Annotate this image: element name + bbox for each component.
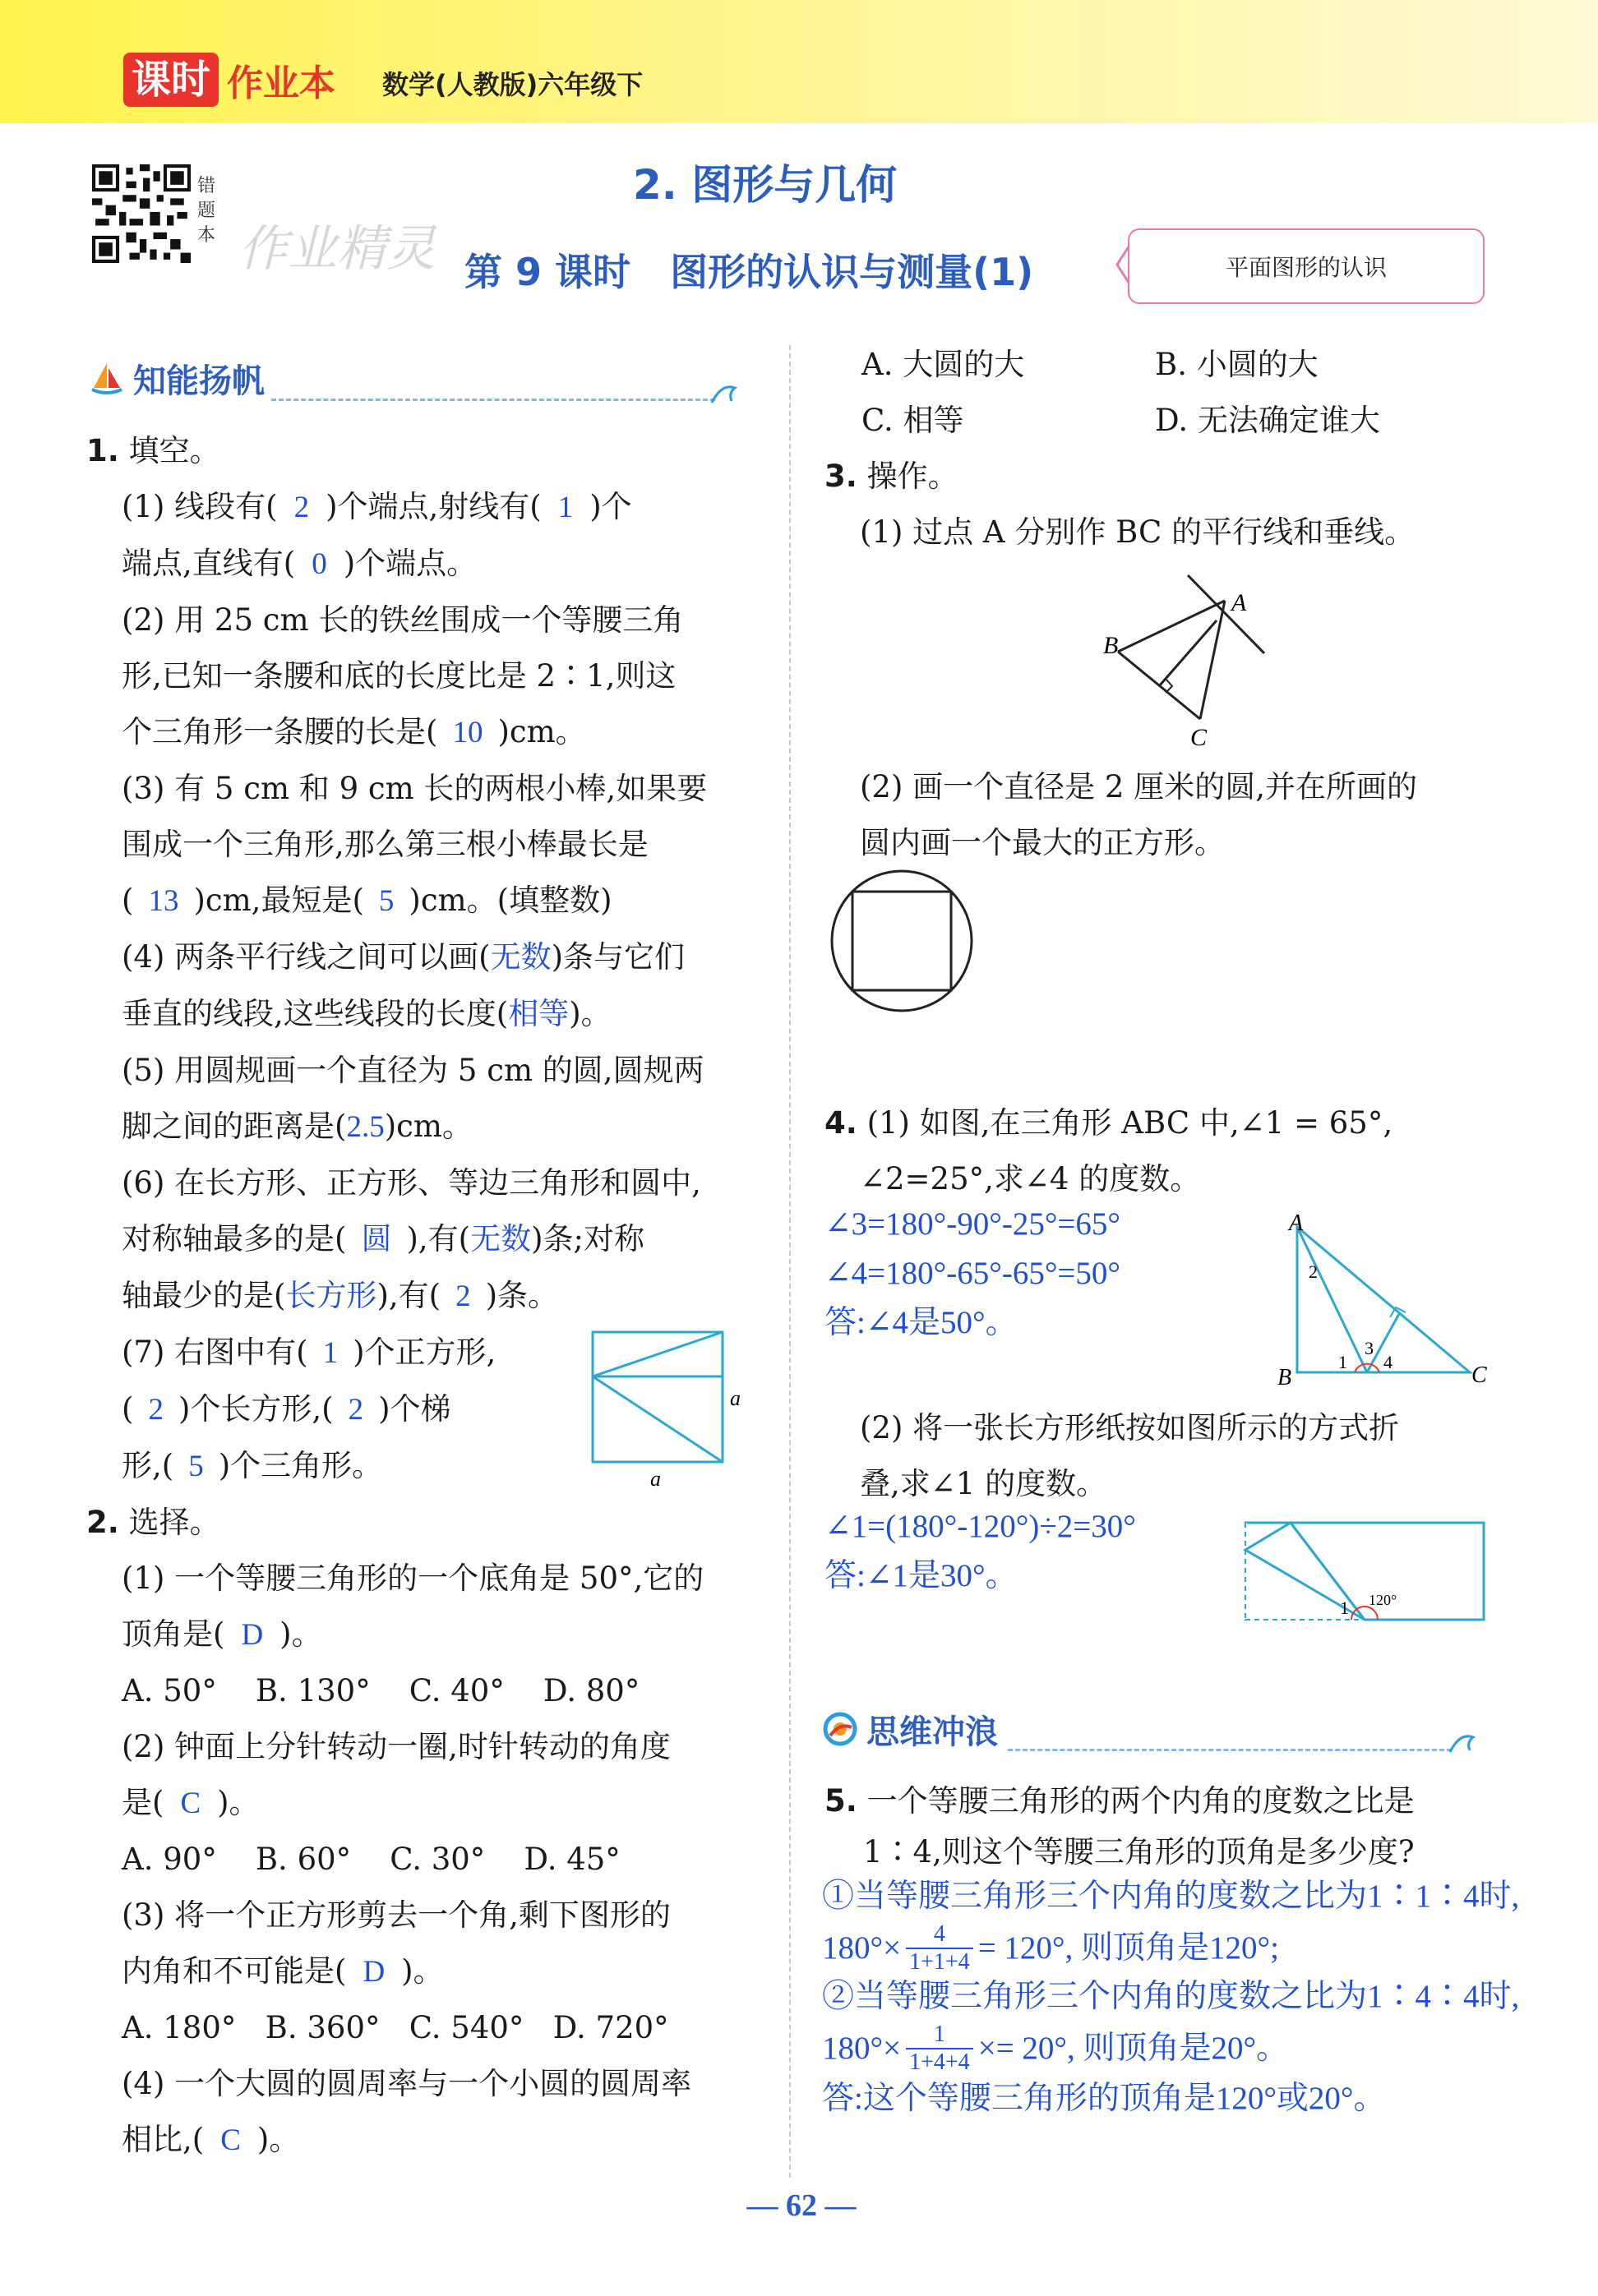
q1-line: (4) 两条平行线之间可以画(无数)条与它们: [122, 939, 686, 975]
q5-case2-line2: 180°× $\frac{1}{1+4+4}$ ×= 20°, 则顶角是20°。: [822, 2022, 1289, 2075]
q3-label-c: C: [1190, 724, 1208, 751]
q2-options: A. 90° B. 60° C. 30° D. 45°: [122, 1842, 621, 1877]
q4-angle-2: 2: [1309, 1261, 1318, 1282]
q2-body: [122, 1551, 704, 2169]
q1-line: ( 13 )cm,最短是( 5 )cm。(填整数): [122, 883, 612, 918]
q2-title-text: 选择。: [128, 1505, 220, 1540]
q4-part1-line1: 4. (1) 如图,在三角形 ABC 中,∠1 = 65°,: [824, 1105, 1393, 1141]
q2-number: 2.: [86, 1505, 119, 1540]
book-title: 数学(人教版)六年级下: [382, 69, 644, 100]
q2-4-option-a: A. 大圆的大: [861, 347, 1025, 382]
q3-part2-line1: (2) 画一个直径是 2 厘米的圆,并在所画的: [860, 769, 1417, 805]
q2-4-option-c: C. 相等: [861, 403, 964, 438]
q4-label-a: A: [1289, 1210, 1304, 1236]
q4-answer-line: ∠1=(180°-120°)÷2=30°: [824, 1509, 1136, 1544]
q1-line: 端点,直线有( 0 )个端点。: [122, 546, 478, 581]
q4-part1-line2: ∠2=25°,求∠4 的度数。: [860, 1161, 1201, 1196]
section-basic: 知能扬帆: [133, 362, 265, 400]
q4-label-b: B: [1277, 1365, 1292, 1390]
sail-icon: [89, 360, 125, 396]
q2-line: 相比,( C )。: [122, 2122, 300, 2157]
q3-part1: (1) 过点 A 分别作 BC 的平行线和垂线。: [860, 514, 1416, 550]
q1-line: 垂直的线段,这些线段的长度(相等)。: [122, 996, 612, 1031]
q3-part2-line2: 圆内画一个最大的正方形。: [860, 825, 1225, 860]
q4-answer-line: ∠3=180°-90°-25°=65°: [824, 1206, 1121, 1242]
q2-title: [86, 1495, 220, 1551]
q4-angle-1: 1: [1338, 1352, 1347, 1372]
chapter-title: 2. 图形与几何: [633, 161, 898, 209]
qr-code-icon[interactable]: [92, 164, 191, 263]
q1-line: (6) 在长方形、正方形、等边三角形和圆中,: [122, 1165, 701, 1201]
q1-title: [86, 423, 220, 479]
q4-angle-4: 4: [1383, 1352, 1392, 1372]
q1-line: ( 2 )个长方形,( 2 )个梯: [122, 1391, 451, 1427]
q4-part1-answer: [824, 1200, 1120, 1348]
q5-case2-line1: ②当等腰三角形三个内角的度数之比为1∶4∶4时,: [822, 1979, 1520, 2014]
q3-label-b: B: [1103, 632, 1119, 659]
q5-case1-line2: 180°× $\frac{4}{1+1+4}$ = 120°, 则顶角是120°;: [822, 1921, 1279, 1975]
q3-label-a: A: [1231, 589, 1247, 616]
q2-line: (1) 一个等腰三角形的一个底角是 50°,它的: [122, 1561, 704, 1596]
q4-label-c: C: [1471, 1362, 1487, 1388]
watermark: 作业精灵: [238, 220, 436, 278]
q2-line: 是( C )。: [122, 1785, 260, 1820]
q2-options: A. 50° B. 130° C. 40° D. 80°: [122, 1673, 640, 1708]
q5-number: 5.: [824, 1783, 857, 1819]
q2-4-option-d: D. 无法确定谁大: [1155, 403, 1380, 438]
q4-part2-answer: [824, 1502, 1136, 1601]
q1-line: (5) 用圆规画一个直径为 5 cm 的圆,圆规两: [122, 1053, 704, 1088]
q3-number: 3.: [824, 459, 857, 494]
q4-answer-line: 答:∠1是30°。: [824, 1558, 1018, 1593]
q5-case2-fraction: $\frac{1}{1+4+4}$: [906, 2022, 973, 2076]
logo-sub: 作业本: [227, 62, 336, 104]
q1-line: 形,已知一条腰和底的长度比是 2∶1,则这: [122, 658, 677, 694]
wave-icon: [710, 380, 743, 406]
q5-case1-fraction: $\frac{4}{1+1+4}$: [906, 1921, 973, 1976]
lesson-title: 第 9 课时 图形的认识与测量(1): [464, 250, 1034, 294]
q4-triangle-figure: [1272, 1212, 1494, 1389]
q3-triangle-figure: [1093, 571, 1282, 756]
logo-main: 课时: [123, 53, 219, 107]
q4-fold-label-1: 1: [1340, 1598, 1349, 1618]
surf-icon: [822, 1711, 858, 1747]
logo: [123, 51, 335, 108]
q2-line: (3) 将一个正方形剪去一个角,剩下图形的: [122, 1897, 671, 1933]
q4-part2-line1: (2) 将一张长方形纸按如图所示的方式折: [860, 1410, 1400, 1445]
section-advanced-line: [1008, 1749, 1452, 1751]
q2-line: 内角和不可能是( D )。: [122, 1953, 444, 1989]
q4-part2-line2: 叠,求∠1 的度数。: [860, 1466, 1107, 1501]
q1-figure-rectangle: [588, 1327, 752, 1491]
q2-line: (4) 一个大圆的圆周率与一个小圆的圆周率: [122, 2066, 692, 2101]
section-basic-line: [271, 399, 715, 401]
section-advanced: 思维冲浪: [866, 1713, 998, 1751]
topic-tag: 平面图形的认识: [1128, 228, 1485, 304]
q2-line: (2) 钟面上分针转动一圈,时针转动的角度: [122, 1729, 671, 1764]
q1-line: 个三角形一条腰的长是( 10 )cm。: [122, 714, 586, 749]
q1-title-text: 填空。: [128, 433, 220, 468]
q4-fold-figure: [1241, 1519, 1488, 1625]
q1-line: 脚之间的距离是(2.5)cm。: [122, 1109, 473, 1144]
q5-case1-line1: ①当等腰三角形三个内角的度数之比为1∶1∶4时,: [822, 1879, 1520, 1914]
q1-line: 轴最少的是(长方形),有( 2 )条。: [122, 1278, 559, 1313]
q1-figure-label-bottom: a: [650, 1467, 661, 1491]
q5-line1: 5. 一个等腰三角形的两个内角的度数之比是: [824, 1783, 1415, 1819]
q1-line: 形,( 5 )个三角形。: [122, 1448, 383, 1483]
q4-number: 4.: [824, 1105, 857, 1141]
q5-answer: 答:这个等腰三角形的顶角是120°或20°。: [822, 2081, 1386, 2116]
q1-line: (7) 右图中有( 1 )个正方形,: [122, 1335, 496, 1370]
q5-line2: 1∶4,则这个等腰三角形的顶角是多少度?: [863, 1834, 1415, 1870]
q2-line: 顶角是( D )。: [122, 1616, 322, 1652]
q4-answer-line: ∠4=180°-65°-65°=50°: [824, 1256, 1121, 1291]
q4-fold-label-angle: 120°: [1369, 1592, 1397, 1608]
q1-line: 围成一个三角形,那么第三根小棒最长是: [122, 827, 649, 862]
q3-circle-square-figure: [824, 863, 980, 1019]
qr-label: 错题本: [197, 176, 216, 246]
q2-options: A. 180° B. 360° C. 540° D. 720°: [122, 2010, 669, 2045]
q2-4-option-b: B. 小圆的大: [1155, 347, 1319, 382]
wave-icon: [1448, 1729, 1481, 1755]
q4-answer-line: 答:∠4是50°。: [824, 1305, 1018, 1340]
q1-line: (3) 有 5 cm 和 9 cm 长的两根小棒,如果要: [122, 771, 708, 806]
q1-line: (1) 线段有( 2 )个端点,射线有( 1 )个: [122, 489, 632, 524]
page-number: — 62 —: [746, 2188, 857, 2223]
q3-title: [824, 449, 958, 505]
q1-line: (2) 用 25 cm 长的铁丝围成一个等腰三角: [122, 602, 684, 638]
q1-number: 1.: [86, 433, 119, 468]
q1-figure-label-side: a: [730, 1386, 741, 1410]
column-divider: [789, 345, 791, 2178]
q4-angle-3: 3: [1365, 1338, 1374, 1358]
q1-line: 对称轴最多的是( 圆 ),有(无数)条;对称: [122, 1221, 644, 1256]
q3-title-text: 操作。: [866, 459, 958, 494]
